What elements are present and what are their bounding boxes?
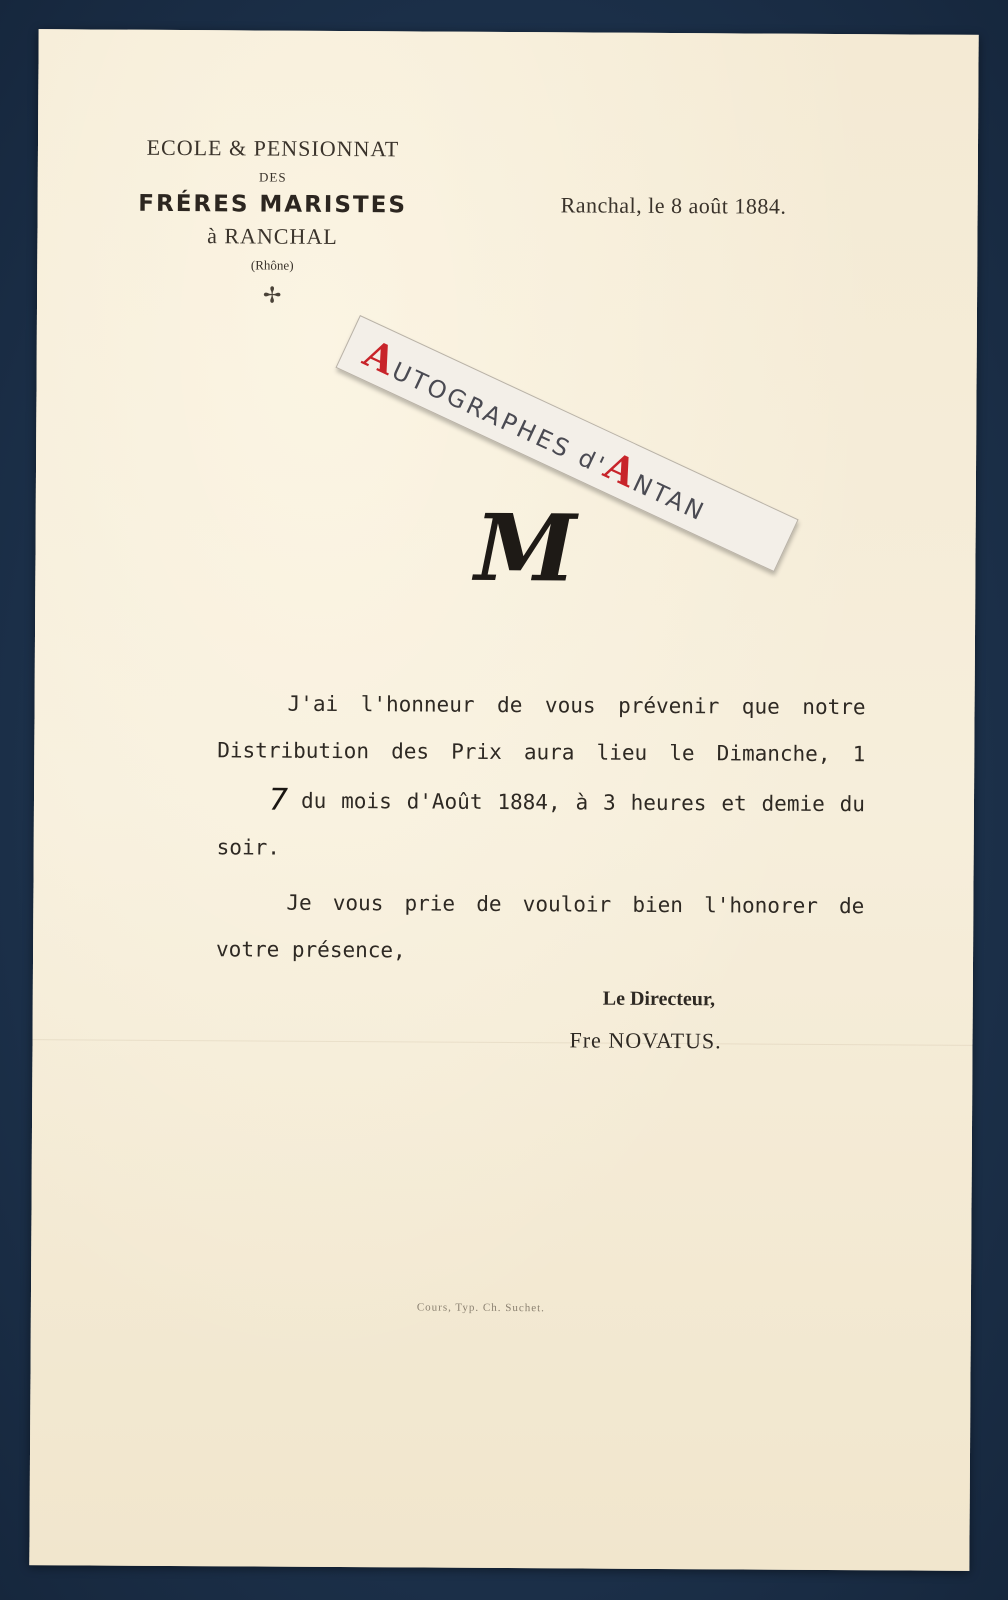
- letterhead-des: DES: [258, 169, 287, 185]
- letterhead: [107, 135, 438, 310]
- signature-prefix: Fre: [569, 1027, 602, 1053]
- sticker-cap-1: A: [357, 330, 406, 385]
- paragraph-1: [217, 680, 866, 875]
- letterhead-name: FRÉRES MARISTES: [138, 190, 408, 219]
- letterhead-line1: ECOLE & PENSIONNAT: [146, 134, 400, 162]
- signature-name: [569, 1027, 721, 1054]
- letterhead-town: à RANCHAL: [207, 223, 338, 249]
- sticker-word-2: NTAN: [628, 468, 711, 527]
- signature-surname: NOVATUS.: [608, 1027, 722, 1054]
- printer-imprint: Cours, Typ. Ch. Suchet.: [416, 1301, 545, 1315]
- handwritten-digit: 7: [268, 782, 289, 818]
- letter-date: Ranchal, le 8 août 1884.: [560, 192, 787, 219]
- paragraph-1-text-b: du mois d'Août 1884, à 3 heures et demie du soir.: [216, 788, 866, 860]
- signature-title: Le Directeur,: [602, 987, 716, 1011]
- letter-body: [216, 680, 866, 977]
- sticker-cap-2: A: [597, 442, 647, 498]
- fold-line: [33, 1039, 973, 1046]
- paragraph-1-text-a: J'ai l'honneur de vous prévenir que notre Distribution des Prix aura lieu le Dimanche, 1: [217, 691, 866, 767]
- ornament-icon: ✢: [262, 283, 282, 309]
- letterhead-region: (Rhône): [250, 257, 294, 273]
- letter-sheet: [29, 29, 978, 1571]
- salutation-initial: M: [474, 493, 577, 603]
- paragraph-2: Je vous prie de vouloir bien l'honorer de votre présence,: [216, 890, 865, 963]
- sticker-word-1: UTOGRAPHES d': [387, 356, 611, 481]
